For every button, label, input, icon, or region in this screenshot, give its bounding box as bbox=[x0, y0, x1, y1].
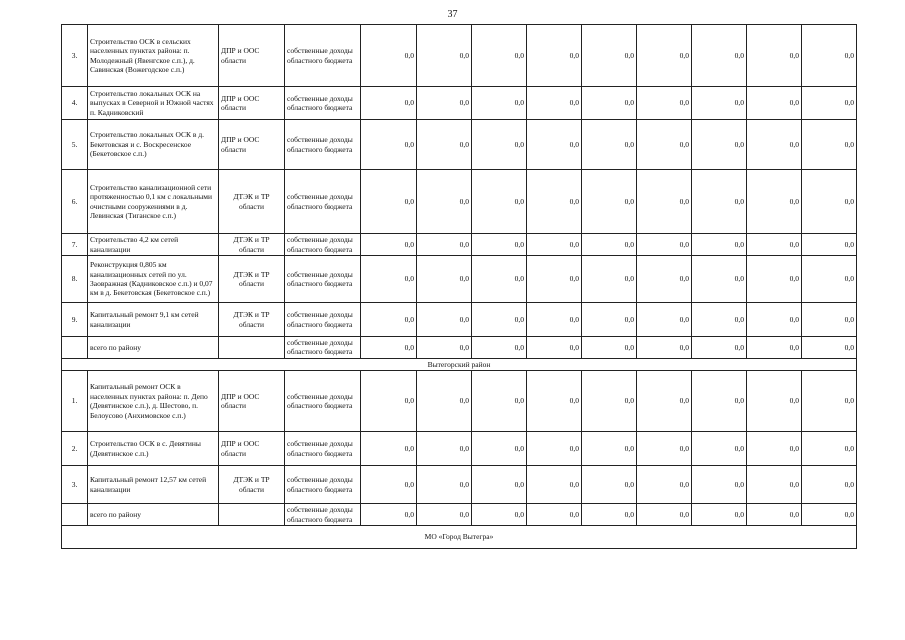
value-cell: 0,0 bbox=[582, 170, 637, 234]
value-cell: 0,0 bbox=[637, 170, 692, 234]
value-cell: 0,0 bbox=[747, 170, 802, 234]
value-cell: 0,0 bbox=[417, 87, 472, 120]
value-cell: 0,0 bbox=[802, 337, 857, 359]
value-cell: 0,0 bbox=[747, 371, 802, 432]
row-number bbox=[62, 337, 88, 359]
row-number: 3. bbox=[62, 466, 88, 504]
object-name: Строительство канализационной сети протяженностью 0,1 км с локальными очистными сооружениями в д. Левинская (Тиганское с.п.) bbox=[88, 170, 219, 234]
executor: ДТЭК и ТР области bbox=[219, 234, 285, 256]
section-row bbox=[62, 358, 857, 370]
row-number: 2. bbox=[62, 432, 88, 466]
value-cell: 0,0 bbox=[747, 256, 802, 303]
value-cell: 0,0 bbox=[472, 303, 527, 337]
value-cell: 0,0 bbox=[527, 337, 582, 359]
value-cell: 0,0 bbox=[692, 466, 747, 504]
value-cell: 0,0 bbox=[637, 303, 692, 337]
value-cell: 0,0 bbox=[417, 466, 472, 504]
value-cell: 0,0 bbox=[527, 256, 582, 303]
value-cell: 0,0 bbox=[527, 303, 582, 337]
table-row bbox=[62, 234, 857, 256]
executor: ДПР и ООС области bbox=[219, 87, 285, 120]
object-name: Строительство локальных ОСК в д. Бекетовская и с. Воскресенское (Бекетовское с.п.) bbox=[88, 120, 219, 170]
row-number: 4. bbox=[62, 87, 88, 120]
value-cell: 0,0 bbox=[361, 337, 417, 359]
value-cell: 0,0 bbox=[472, 337, 527, 359]
value-cell: 0,0 bbox=[637, 337, 692, 359]
executor: ДПР и ООС области bbox=[219, 371, 285, 432]
value-cell: 0,0 bbox=[692, 25, 747, 87]
value-cell: 0,0 bbox=[527, 371, 582, 432]
value-cell: 0,0 bbox=[361, 256, 417, 303]
value-cell: 0,0 bbox=[747, 25, 802, 87]
total-row bbox=[62, 504, 857, 526]
value-cell: 0,0 bbox=[417, 25, 472, 87]
value-cell: 0,0 bbox=[692, 337, 747, 359]
value-cell: 0,0 bbox=[417, 432, 472, 466]
row-number bbox=[62, 504, 88, 526]
funding-source: собственные доходы областного бюджета bbox=[285, 504, 361, 526]
value-cell: 0,0 bbox=[582, 234, 637, 256]
funding-source: собственные доходы областного бюджета bbox=[285, 432, 361, 466]
object-name: Капитальный ремонт 9,1 км сетей канализации bbox=[88, 303, 219, 337]
object-name: Капитальный ремонт ОСК в населенных пунктах района: п. Депо (Девятинское с.п.), д. Шестово, п. Белоусово (Анхимовское с.п.) bbox=[88, 371, 219, 432]
value-cell: 0,0 bbox=[361, 504, 417, 526]
value-cell: 0,0 bbox=[361, 170, 417, 234]
funding-source: собственные доходы областного бюджета bbox=[285, 466, 361, 504]
value-cell: 0,0 bbox=[802, 504, 857, 526]
value-cell: 0,0 bbox=[802, 170, 857, 234]
value-cell: 0,0 bbox=[747, 466, 802, 504]
executor: ДТЭК и ТР области bbox=[219, 256, 285, 303]
executor: ДПР и ООС области bbox=[219, 432, 285, 466]
value-cell: 0,0 bbox=[527, 120, 582, 170]
value-cell: 0,0 bbox=[472, 25, 527, 87]
funding-source: собственные доходы областного бюджета bbox=[285, 234, 361, 256]
section-title: Вытегорский район bbox=[62, 358, 857, 370]
value-cell: 0,0 bbox=[361, 120, 417, 170]
value-cell: 0,0 bbox=[527, 25, 582, 87]
value-cell: 0,0 bbox=[417, 256, 472, 303]
object-name: Строительство ОСК в сельских населенных пунктах района: п. Молодежный (Явенгское с.п.), д. Савинская (Вожегодское с.п.) bbox=[88, 25, 219, 87]
value-cell: 0,0 bbox=[802, 303, 857, 337]
funding-source: собственные доходы областного бюджета bbox=[285, 256, 361, 303]
value-cell: 0,0 bbox=[417, 120, 472, 170]
value-cell: 0,0 bbox=[637, 466, 692, 504]
value-cell: 0,0 bbox=[361, 87, 417, 120]
value-cell: 0,0 bbox=[692, 87, 747, 120]
table-row bbox=[62, 303, 857, 337]
funding-source: собственные доходы областного бюджета bbox=[285, 25, 361, 87]
row-number: 9. bbox=[62, 303, 88, 337]
value-cell: 0,0 bbox=[802, 234, 857, 256]
funding-source: собственные доходы областного бюджета bbox=[285, 170, 361, 234]
value-cell: 0,0 bbox=[802, 371, 857, 432]
value-cell: 0,0 bbox=[582, 371, 637, 432]
budget-table bbox=[61, 24, 857, 549]
object-name: Строительство ОСК в с. Девятины (Девятинское с.п.) bbox=[88, 432, 219, 466]
table-row bbox=[62, 25, 857, 87]
funding-source: собственные доходы областного бюджета bbox=[285, 87, 361, 120]
value-cell: 0,0 bbox=[637, 371, 692, 432]
executor: ДТЭК и ТР области bbox=[219, 466, 285, 504]
table-row bbox=[62, 120, 857, 170]
table-row bbox=[62, 87, 857, 120]
value-cell: 0,0 bbox=[692, 256, 747, 303]
funding-source: собственные доходы областного бюджета bbox=[285, 337, 361, 359]
value-cell: 0,0 bbox=[637, 432, 692, 466]
object-name: Строительство 4,2 км сетей канализации bbox=[88, 234, 219, 256]
value-cell: 0,0 bbox=[582, 256, 637, 303]
value-cell: 0,0 bbox=[472, 256, 527, 303]
row-number: 7. bbox=[62, 234, 88, 256]
funding-source: собственные доходы областного бюджета bbox=[285, 303, 361, 337]
value-cell: 0,0 bbox=[472, 170, 527, 234]
value-cell: 0,0 bbox=[747, 120, 802, 170]
value-cell: 0,0 bbox=[637, 504, 692, 526]
value-cell: 0,0 bbox=[802, 120, 857, 170]
value-cell: 0,0 bbox=[637, 25, 692, 87]
value-cell: 0,0 bbox=[582, 432, 637, 466]
funding-source: собственные доходы областного бюджета bbox=[285, 371, 361, 432]
value-cell: 0,0 bbox=[527, 87, 582, 120]
value-cell: 0,0 bbox=[361, 466, 417, 504]
value-cell: 0,0 bbox=[802, 432, 857, 466]
table-body bbox=[62, 25, 857, 549]
total-row bbox=[62, 337, 857, 359]
object-name: Строительство локальных ОСК на выпусках в Северной и Южной частях п. Кадниковский bbox=[88, 87, 219, 120]
value-cell: 0,0 bbox=[417, 170, 472, 234]
value-cell: 0,0 bbox=[527, 504, 582, 526]
executor bbox=[219, 337, 285, 359]
value-cell: 0,0 bbox=[417, 371, 472, 432]
value-cell: 0,0 bbox=[692, 504, 747, 526]
value-cell: 0,0 bbox=[417, 504, 472, 526]
value-cell: 0,0 bbox=[582, 87, 637, 120]
value-cell: 0,0 bbox=[692, 234, 747, 256]
value-cell: 0,0 bbox=[527, 432, 582, 466]
row-number: 3. bbox=[62, 25, 88, 87]
executor bbox=[219, 504, 285, 526]
row-number: 5. bbox=[62, 120, 88, 170]
value-cell: 0,0 bbox=[582, 337, 637, 359]
object-name: Реконструкция 0,805 км канализационных сетей по ул. Заовражная (Кадниковское с.п.) и 0,07 км в д. Бекетовская (Бекетовское с.п.) bbox=[88, 256, 219, 303]
value-cell: 0,0 bbox=[472, 466, 527, 504]
value-cell: 0,0 bbox=[637, 234, 692, 256]
value-cell: 0,0 bbox=[472, 87, 527, 120]
value-cell: 0,0 bbox=[747, 337, 802, 359]
value-cell: 0,0 bbox=[692, 432, 747, 466]
table-row bbox=[62, 432, 857, 466]
value-cell: 0,0 bbox=[747, 234, 802, 256]
section-title: МО «Город Вытегра» bbox=[62, 525, 857, 548]
value-cell: 0,0 bbox=[747, 87, 802, 120]
value-cell: 0,0 bbox=[582, 466, 637, 504]
value-cell: 0,0 bbox=[417, 337, 472, 359]
row-number: 8. bbox=[62, 256, 88, 303]
value-cell: 0,0 bbox=[747, 504, 802, 526]
value-cell: 0,0 bbox=[692, 371, 747, 432]
executor: ДТЭК и ТР области bbox=[219, 170, 285, 234]
value-cell: 0,0 bbox=[637, 256, 692, 303]
value-cell: 0,0 bbox=[802, 466, 857, 504]
value-cell: 0,0 bbox=[527, 466, 582, 504]
value-cell: 0,0 bbox=[417, 303, 472, 337]
value-cell: 0,0 bbox=[747, 432, 802, 466]
value-cell: 0,0 bbox=[582, 120, 637, 170]
value-cell: 0,0 bbox=[472, 234, 527, 256]
table-row bbox=[62, 170, 857, 234]
value-cell: 0,0 bbox=[802, 256, 857, 303]
value-cell: 0,0 bbox=[802, 25, 857, 87]
value-cell: 0,0 bbox=[637, 87, 692, 120]
executor: ДПР и ООС области bbox=[219, 25, 285, 87]
value-cell: 0,0 bbox=[472, 120, 527, 170]
value-cell: 0,0 bbox=[361, 303, 417, 337]
value-cell: 0,0 bbox=[637, 120, 692, 170]
funding-source: собственные доходы областного бюджета bbox=[285, 120, 361, 170]
value-cell: 0,0 bbox=[692, 170, 747, 234]
object-name: Капитальный ремонт 12,57 км сетей канализации bbox=[88, 466, 219, 504]
object-name: всего по району bbox=[88, 337, 219, 359]
value-cell: 0,0 bbox=[472, 432, 527, 466]
value-cell: 0,0 bbox=[747, 303, 802, 337]
value-cell: 0,0 bbox=[472, 504, 527, 526]
table-row bbox=[62, 256, 857, 303]
value-cell: 0,0 bbox=[692, 120, 747, 170]
value-cell: 0,0 bbox=[361, 432, 417, 466]
page-number: 37 bbox=[447, 9, 458, 20]
table-row bbox=[62, 466, 857, 504]
value-cell: 0,0 bbox=[361, 371, 417, 432]
table-row bbox=[62, 371, 857, 432]
value-cell: 0,0 bbox=[417, 234, 472, 256]
row-number: 6. bbox=[62, 170, 88, 234]
value-cell: 0,0 bbox=[472, 371, 527, 432]
value-cell: 0,0 bbox=[582, 303, 637, 337]
object-name: всего по району bbox=[88, 504, 219, 526]
value-cell: 0,0 bbox=[361, 234, 417, 256]
row-number: 1. bbox=[62, 371, 88, 432]
value-cell: 0,0 bbox=[692, 303, 747, 337]
executor: ДТЭК и ТР области bbox=[219, 303, 285, 337]
value-cell: 0,0 bbox=[527, 170, 582, 234]
section-row bbox=[62, 525, 857, 548]
executor: ДПР и ООС области bbox=[219, 120, 285, 170]
value-cell: 0,0 bbox=[802, 87, 857, 120]
value-cell: 0,0 bbox=[582, 25, 637, 87]
value-cell: 0,0 bbox=[527, 234, 582, 256]
value-cell: 0,0 bbox=[582, 504, 637, 526]
value-cell: 0,0 bbox=[361, 25, 417, 87]
